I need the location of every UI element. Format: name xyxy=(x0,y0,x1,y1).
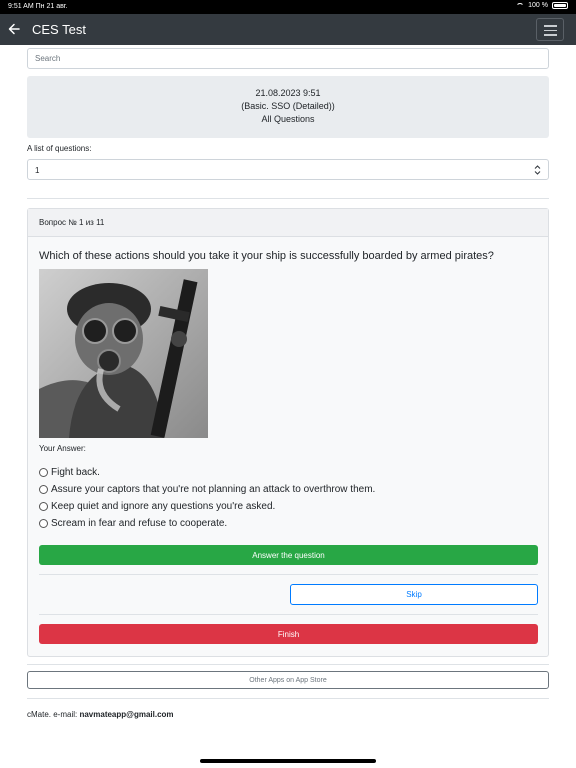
divider xyxy=(27,664,549,665)
battery-icon xyxy=(552,2,568,9)
footer-prefix: cMate. e-mail: xyxy=(27,710,80,719)
answer-option-label: Keep quiet and ignore any questions you're asked. xyxy=(51,501,276,512)
question-text: Which of these actions should you take it your ship is successfully boarded by armed pirates? xyxy=(39,250,494,262)
status-indicators xyxy=(516,2,568,9)
hamburger-line-icon xyxy=(544,25,557,27)
other-apps-button[interactable]: Other Apps on App Store xyxy=(27,671,549,689)
answer-options xyxy=(39,464,375,532)
question-number-header: Вопрос № 1 из 11 xyxy=(28,209,548,237)
answer-option-label: Fight back. xyxy=(51,467,100,478)
answer-question-button[interactable]: Answer the question xyxy=(39,545,538,565)
questions-list-label: A list of questions: xyxy=(27,144,92,153)
test-scope: All Questions xyxy=(261,114,315,124)
divider xyxy=(39,574,538,575)
test-mode: (Basic. SSO (Detailed)) xyxy=(241,101,335,111)
hamburger-line-icon xyxy=(544,34,557,36)
finish-button[interactable]: Finish xyxy=(39,624,538,644)
page-title: CES Test xyxy=(32,22,86,37)
test-info-box xyxy=(27,76,549,138)
status-time-date: 9:51 AM Пн 21 авг. xyxy=(8,3,68,10)
wifi-icon xyxy=(516,3,524,9)
select-chevron-icon xyxy=(534,163,541,179)
radio-button[interactable] xyxy=(39,485,48,494)
battery-percent: 100 % xyxy=(528,2,548,9)
hamburger-line-icon xyxy=(544,30,557,32)
divider xyxy=(27,698,549,699)
skip-button[interactable]: Skip xyxy=(290,584,538,605)
radio-button[interactable] xyxy=(39,519,48,528)
answer-option[interactable] xyxy=(39,464,375,481)
answer-option[interactable] xyxy=(39,481,375,498)
question-card xyxy=(27,208,549,657)
divider xyxy=(39,614,538,615)
divider xyxy=(27,198,549,199)
your-answer-label: Your Answer: xyxy=(39,444,86,453)
search-input[interactable] xyxy=(27,48,549,69)
hamburger-menu-button[interactable] xyxy=(536,18,564,41)
answer-option[interactable] xyxy=(39,498,375,515)
footer xyxy=(27,710,174,719)
footer-email-link[interactable]: navmateapp@gmail.com xyxy=(79,710,174,719)
radio-button[interactable] xyxy=(39,502,48,511)
test-datetime: 21.08.2023 9:51 xyxy=(255,88,321,98)
questions-select-value: 1 xyxy=(35,166,40,175)
questions-select[interactable] xyxy=(27,159,549,180)
navbar xyxy=(0,14,576,45)
answer-option-label: Scream in fear and refuse to cooperate. xyxy=(51,518,228,529)
answer-option-label: Assure your captors that you're not planning an attack to overthrow them. xyxy=(51,484,376,495)
question-image xyxy=(39,269,208,438)
radio-button[interactable] xyxy=(39,468,48,477)
status-bar xyxy=(0,0,576,14)
answer-option[interactable] xyxy=(39,515,375,532)
back-arrow-icon[interactable] xyxy=(8,21,22,37)
home-indicator[interactable] xyxy=(200,759,376,763)
